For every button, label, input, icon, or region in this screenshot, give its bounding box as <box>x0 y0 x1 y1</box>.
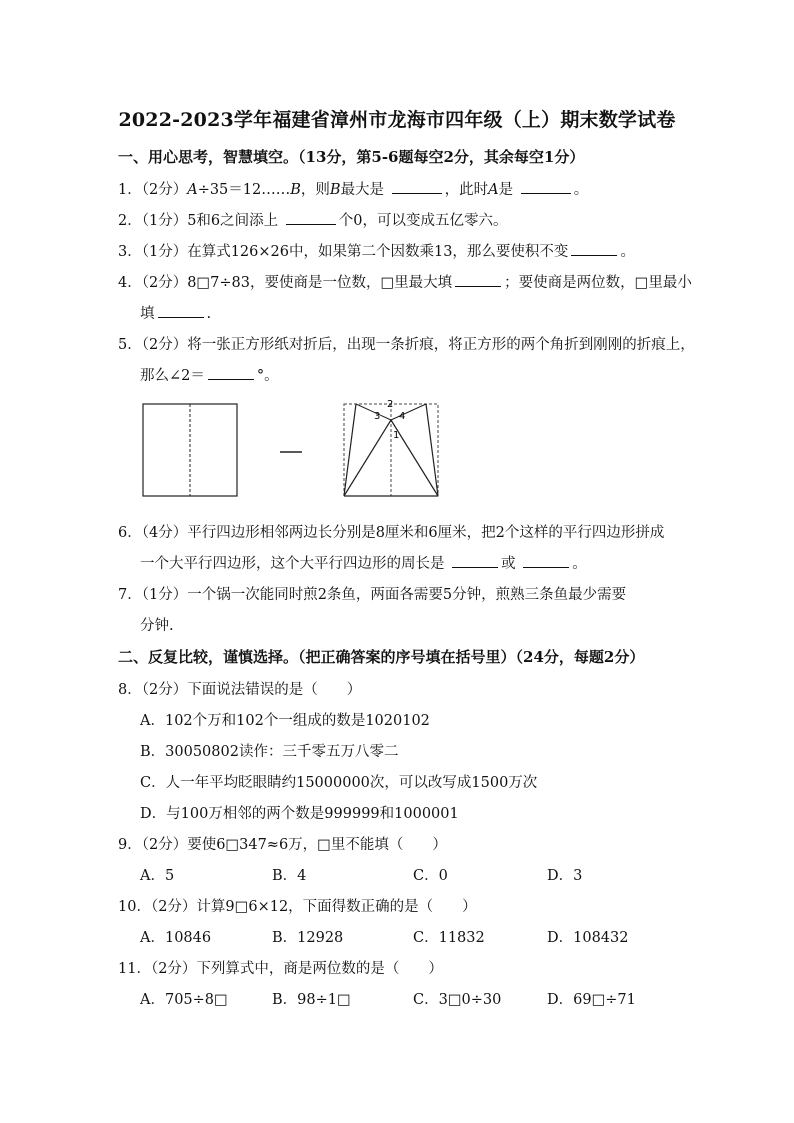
question-10: 10．（2分）计算9□6×12，下面得数正确的是（ ） <box>118 899 477 915</box>
q9-option-c[interactable]: C．0 <box>413 868 448 884</box>
q10-option-a[interactable]: A．10846 <box>140 930 212 946</box>
question-9: 9．（2分）要使6□347≈6万，□里不能填（ ） <box>118 837 447 853</box>
question-3: 3．（1分）在算式126×26中，如果第二个因数乘13，那么要使积不变 。 <box>118 240 635 261</box>
exam-title: 2022-2023学年福建省漳州市龙海市四年级（上）期末数学试卷 <box>118 109 676 131</box>
q9-option-a[interactable]: A．5 <box>140 868 175 884</box>
answer-blank[interactable] <box>452 553 498 568</box>
answer-blank[interactable] <box>392 179 442 194</box>
q10-option-d[interactable]: D．108432 <box>547 930 629 946</box>
q8-option-a[interactable]: A．102个万和102个一组成的数是1020102 <box>140 713 430 729</box>
answer-blank[interactable] <box>455 272 501 287</box>
question-6-cont: 一个大平行四边形，这个大平行四边形的周长是 或 。 <box>140 552 587 573</box>
answer-blank[interactable] <box>158 303 204 318</box>
corner-edge-right <box>391 404 426 420</box>
question-6: 6．（4分）平行四边形相邻两边长分别是8厘米和6厘米，把2个这样的平行四边形拼成 <box>118 525 665 541</box>
question-8: 8．（2分）下面说法错误的是（ ） <box>118 682 362 698</box>
q11-option-b[interactable]: B．98÷1□ <box>272 992 351 1008</box>
question-4: 4．（2分）8□7÷83，要使商是一位数，□里最大填 ；要使商是两位数，□里最小 <box>118 271 692 292</box>
fold-crease-left <box>344 420 391 496</box>
folding-figure <box>140 398 450 502</box>
q11-option-c[interactable]: C．3□0÷30 <box>413 992 502 1008</box>
q8-option-d[interactable]: D．与100万相邻的两个数是999999和1000001 <box>140 806 459 822</box>
q8-option-c[interactable]: C．人一年平均眨眼睛约15000000次，可以改写成1500万次 <box>140 775 538 791</box>
angle-label-2: 2 <box>387 399 394 410</box>
q11-option-a[interactable]: A．705÷8□ <box>140 992 228 1008</box>
question-7-cont: 分钟. <box>140 618 174 634</box>
q8-option-b[interactable]: B．30050802读作：三千零五万八零二 <box>140 744 399 760</box>
question-5: 5．（2分）将一张正方形纸对折后，出现一条折痕，将正方形的两个角折到刚刚的折痕上， <box>118 337 695 353</box>
answer-blank[interactable] <box>208 365 254 380</box>
question-4-cont: 填 . <box>140 302 211 323</box>
outer-edge-left <box>344 404 356 496</box>
q9-option-b[interactable]: B．4 <box>272 868 307 884</box>
answer-blank[interactable] <box>523 553 569 568</box>
outer-edge-right <box>426 404 438 496</box>
q10-option-c[interactable]: C．11832 <box>413 930 485 946</box>
q11-option-d[interactable]: D．69□÷71 <box>547 992 636 1008</box>
question-11: 11．（2分）下列算式中，商是两位数的是（ ） <box>118 961 443 977</box>
question-5-cont: 那么∠2＝ °。 <box>140 364 279 385</box>
answer-blank[interactable] <box>571 241 617 256</box>
section-2-header: 二、反复比较，谨慎选择。（把正确答案的序号填在括号里）（24分，每题2分） <box>118 648 645 666</box>
section-1-header: 一、用心思考，智慧填空。（13分，第5-6题每空2分，其余每空1分） <box>118 148 585 166</box>
angle-label-1: 1 <box>393 430 400 441</box>
question-7: 7．（1分）一个锅一次能同时煎2条鱼，两面各需要5分钟，煎熟三条鱼最少需要 <box>118 587 627 603</box>
answer-blank[interactable] <box>521 179 571 194</box>
angle-label-4: 4 <box>399 411 406 422</box>
question-1: 1．（2分）A÷35＝12……B，则B最大是 ，此时A是 。 <box>118 178 588 199</box>
answer-blank[interactable] <box>286 210 336 225</box>
question-2: 2．（1分）5和6之间添上 个0，可以变成五亿零六。 <box>118 209 508 230</box>
angle-label-3: 3 <box>374 411 381 422</box>
q9-option-d[interactable]: D．3 <box>547 868 583 884</box>
q10-option-b[interactable]: B．12928 <box>272 930 344 946</box>
